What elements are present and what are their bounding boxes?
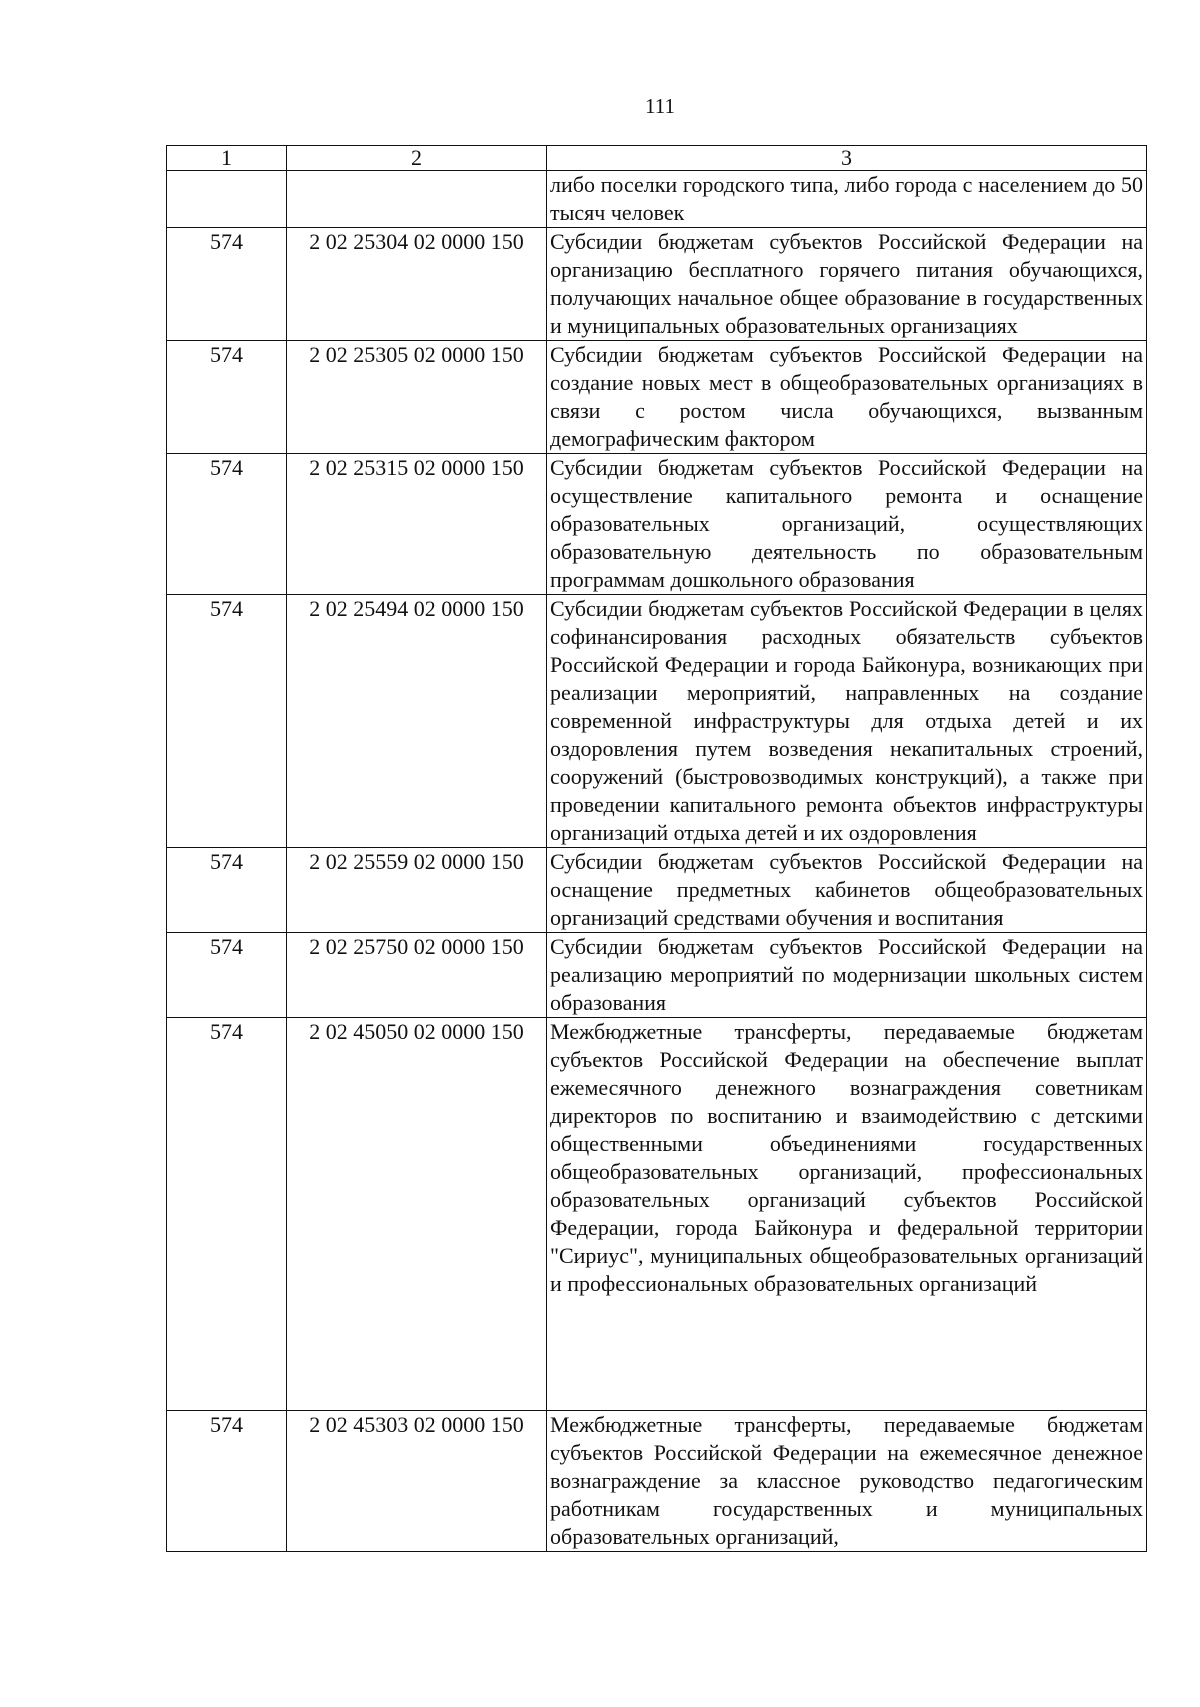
table-row [167, 454, 1147, 595]
table-row [167, 228, 1147, 341]
column-header-1: 1 [167, 146, 287, 171]
income-code-cell: 2 02 45050 02 0000 150 [287, 1018, 547, 1411]
admin-code-cell: 574 [167, 933, 287, 1018]
description-cell: Субсидии бюджетам субъектов Российской Федерации на организацию бесплатного горячего питания обучающихся, получающих начальное общее образование в государственных и муниципальных образовательных организациях [547, 228, 1147, 341]
admin-code-cell: 574 [167, 454, 287, 595]
income-code-cell: 2 02 25494 02 0000 150 [287, 595, 547, 848]
income-code-cell: 2 02 25304 02 0000 150 [287, 228, 547, 341]
column-header-3: 3 [547, 146, 1147, 171]
description-cell: Субсидии бюджетам субъектов Российской Федерации на реализацию мероприятий по модернизации школьных систем образования [547, 933, 1147, 1018]
income-code-cell: 2 02 25305 02 0000 150 [287, 341, 547, 454]
description-cell: Межбюджетные трансферты, передаваемые бюджетам субъектов Российской Федерации на обеспечение выплат ежемесячного денежного вознаграждения советникам директоров по воспитанию и взаимодействию с детскими общественными объединениями государственных общеобразовательных организаций, профессиональных образовательных организаций субъектов Российской Федерации, города Байконура и федеральной территории "Сириус", муниципальных общеобразовательных организаций и профессиональных образовательных организаций [547, 1018, 1147, 1411]
description-cell: Субсидии бюджетам субъектов Российской Федерации на оснащение предметных кабинетов общеобразовательных организаций средствами обучения и воспитания [547, 848, 1147, 933]
table-row [167, 595, 1147, 848]
table-row [167, 1411, 1147, 1552]
admin-code-cell [167, 171, 287, 228]
description-cell: Межбюджетные трансферты, передаваемые бюджетам субъектов Российской Федерации на ежемесячное денежное вознаграждение за классное руководство педагогическим работникам государственных и муниципальных образовательных организаций, [547, 1411, 1147, 1552]
income-code-cell: 2 02 25750 02 0000 150 [287, 933, 547, 1018]
income-code-cell: 2 02 25315 02 0000 150 [287, 454, 547, 595]
table-header [167, 146, 1147, 171]
income-code-cell: 2 02 45303 02 0000 150 [287, 1411, 547, 1552]
description-cell: Субсидии бюджетам субъектов Российской Федерации на осуществление капитального ремонта и оснащение образовательных организаций, осуществляющих образовательную деятельность по образовательным программам дошкольного образования [547, 454, 1147, 595]
admin-code-cell: 574 [167, 1411, 287, 1552]
table-row [167, 848, 1147, 933]
table-row [167, 341, 1147, 454]
table-row [167, 171, 1147, 228]
column-header-2: 2 [287, 146, 547, 171]
page-number: 111 [645, 94, 675, 118]
income-code-cell: 2 02 25559 02 0000 150 [287, 848, 547, 933]
table-body [167, 171, 1147, 1552]
admin-code-cell: 574 [167, 228, 287, 341]
description-cell: Субсидии бюджетам субъектов Российской Федерации в целях софинансирования расходных обязательств субъектов Российской Федерации и города Байконура, возникающих при реализации мероприятий, направленных на создание современной инфраструктуры для отдыха детей и их оздоровления путем возведения некапитальных строений, сооружений (быстровозводимых конструкций), а также при проведении капитального ремонта объектов инфраструктуры организаций отдыха детей и их оздоровления [547, 595, 1147, 848]
table-row [167, 1018, 1147, 1411]
budget-classification-table [166, 145, 1147, 1552]
admin-code-cell: 574 [167, 595, 287, 848]
admin-code-cell: 574 [167, 1018, 287, 1411]
admin-code-cell: 574 [167, 341, 287, 454]
income-code-cell [287, 171, 547, 228]
description-cell: либо поселки городского типа, либо города с населением до 50 тысяч человек [547, 171, 1147, 228]
description-cell: Субсидии бюджетам субъектов Российской Федерации на создание новых мест в общеобразовательных организациях в связи с ростом числа обучающихся, вызванным демографическим фактором [547, 341, 1147, 454]
admin-code-cell: 574 [167, 848, 287, 933]
table-row [167, 933, 1147, 1018]
header-row [167, 146, 1147, 171]
